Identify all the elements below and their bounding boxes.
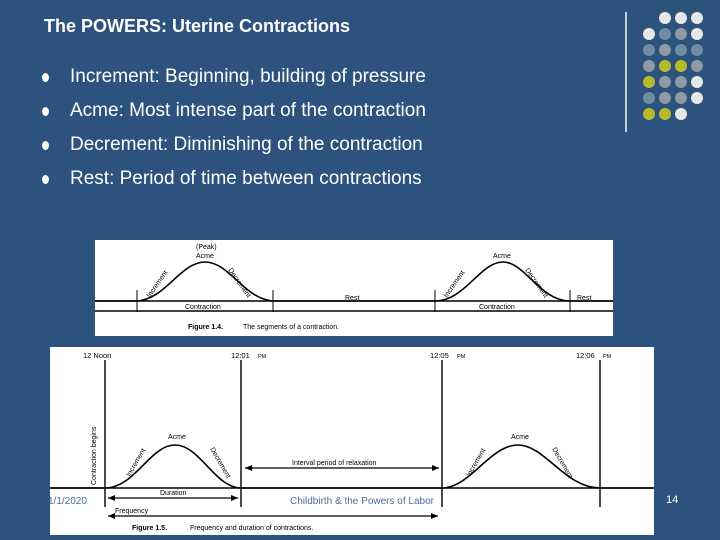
bullet-item: Increment: Beginning, building of pressure bbox=[42, 64, 426, 98]
decorative-dot bbox=[643, 44, 655, 56]
decorative-dot bbox=[691, 12, 703, 24]
decorative-dot bbox=[659, 44, 671, 56]
time-pm-label: PM bbox=[603, 354, 612, 360]
decorative-dot bbox=[675, 28, 687, 40]
label-acme: Acme bbox=[196, 253, 214, 260]
decorative-dot bbox=[643, 60, 655, 72]
decorative-dot bbox=[659, 92, 671, 104]
figure-caption-number: Figure 1.5. bbox=[132, 525, 168, 532]
decorative-dot bbox=[659, 28, 671, 40]
decorative-dot bbox=[691, 60, 703, 72]
bullet-item: Acme: Most intense part of the contraction bbox=[42, 98, 426, 132]
decorative-dot bbox=[659, 108, 671, 120]
time-label: 12:06 bbox=[576, 351, 595, 360]
decorative-dot bbox=[675, 108, 687, 120]
bullet-item: Decrement: Diminishing of the contraction bbox=[42, 132, 426, 166]
label-acme: Acme bbox=[511, 434, 529, 441]
label-frequency: Frequency bbox=[115, 508, 149, 515]
label-duration: Duration bbox=[160, 490, 187, 497]
label-rest: Rest bbox=[577, 295, 592, 302]
label-decrement: Decrement bbox=[550, 446, 574, 480]
decorative-dot bbox=[675, 12, 687, 24]
figure-caption-number: Figure 1.4. bbox=[188, 324, 224, 331]
label-increment: Increment bbox=[125, 447, 148, 478]
label-contraction-begins: Contraction begins bbox=[91, 426, 98, 485]
label-interval: Interval period of relaxation bbox=[292, 460, 377, 467]
label-contraction: Contraction bbox=[479, 304, 515, 311]
label-peak: (Peak) bbox=[196, 244, 217, 251]
time-label: 12:01 bbox=[231, 351, 250, 360]
slide-title: The POWERS: Uterine Contractions bbox=[44, 16, 351, 36]
bullet-dot-icon bbox=[42, 141, 49, 150]
label-contraction: Contraction bbox=[185, 304, 221, 311]
time-pm-label: PM bbox=[258, 354, 267, 360]
decorative-dot bbox=[691, 76, 703, 88]
figure-contraction-segments bbox=[95, 240, 613, 336]
label-increment: Increment bbox=[465, 447, 488, 478]
decorative-dot bbox=[675, 92, 687, 104]
decorative-dot bbox=[675, 44, 687, 56]
label-rest: Rest bbox=[345, 295, 360, 302]
figure-caption: The segments of a contraction. bbox=[243, 324, 340, 331]
footer-title: Childbirth & the Powers of Labor bbox=[290, 496, 434, 507]
decorative-dot bbox=[675, 60, 687, 72]
page-number: 14 bbox=[666, 494, 679, 506]
decorative-dot bbox=[675, 76, 687, 88]
bullet-item: Rest: Period of time between contractions bbox=[42, 166, 426, 200]
figure-caption: Frequency and duration of contractions. bbox=[190, 525, 314, 532]
bullet-dot-icon bbox=[42, 175, 49, 184]
decorative-dot bbox=[643, 28, 655, 40]
label-increment: Increment bbox=[442, 269, 467, 300]
label-decrement: Decrement bbox=[523, 267, 549, 300]
decorative-dot bbox=[659, 76, 671, 88]
decorative-dot bbox=[643, 108, 655, 120]
label-acme: Acme bbox=[168, 434, 186, 441]
figure-1-4-diagram bbox=[95, 240, 613, 336]
decorative-dot bbox=[691, 28, 703, 40]
label-decrement: Decrement bbox=[226, 267, 252, 300]
decorative-dot bbox=[691, 92, 703, 104]
time-pm-label: PM bbox=[457, 354, 466, 360]
decorative-dot bbox=[691, 44, 703, 56]
decorative-dot bbox=[643, 92, 655, 104]
decorative-dot bbox=[643, 76, 655, 88]
label-acme: Acme bbox=[493, 253, 511, 260]
decorative-dot bbox=[659, 12, 671, 24]
footer-date: 1/1/2020 bbox=[48, 496, 87, 507]
time-label: 12 Noon bbox=[83, 351, 112, 360]
decorative-dot bbox=[659, 60, 671, 72]
time-label: 12:05 bbox=[430, 351, 449, 360]
label-decrement: Decrement bbox=[208, 446, 232, 480]
label-increment: Increment bbox=[145, 269, 170, 300]
decorative-dot-grid bbox=[0, 0, 720, 140]
